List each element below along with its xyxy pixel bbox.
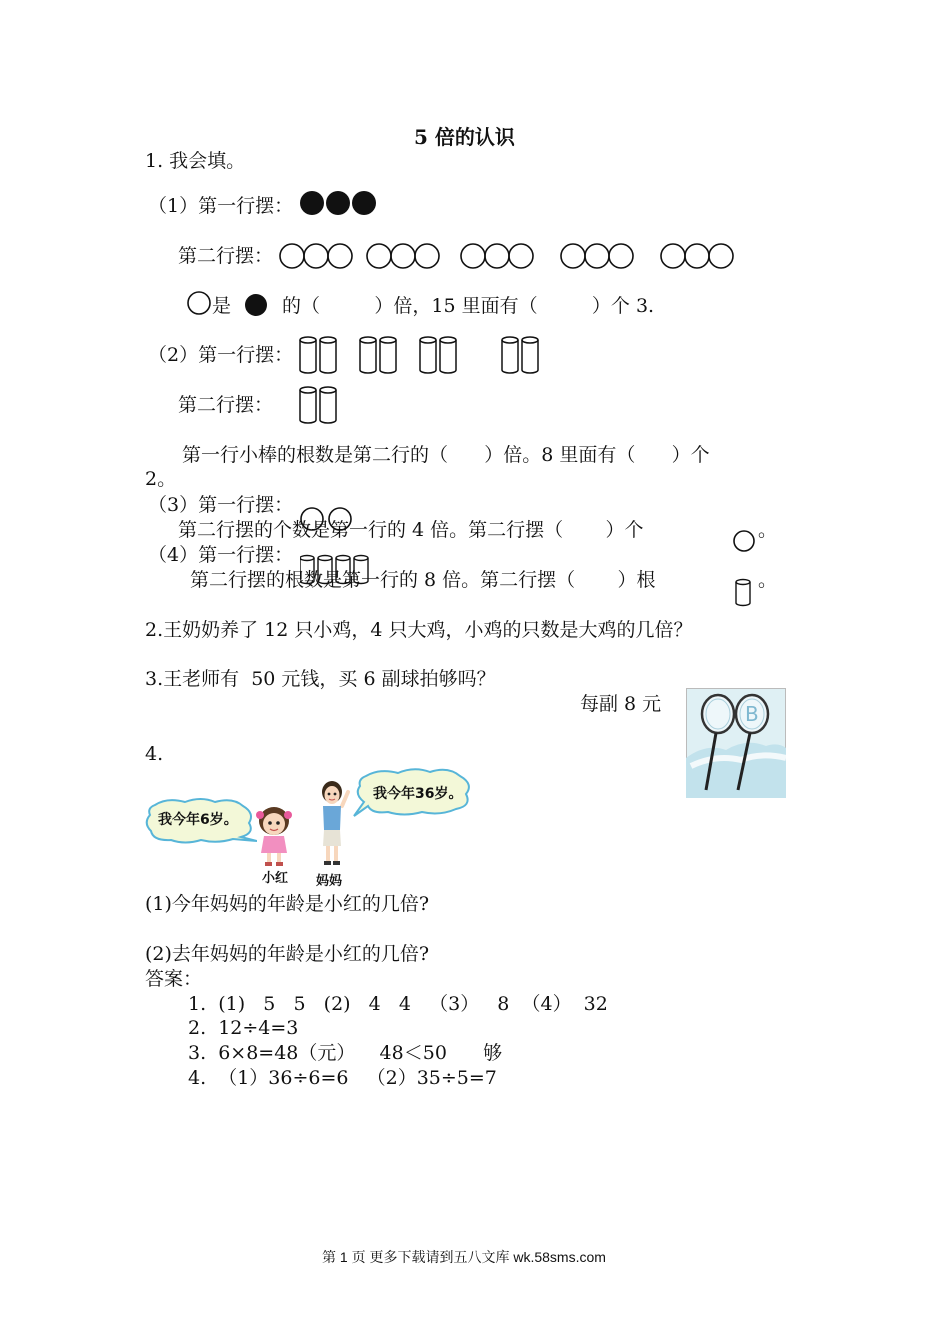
answer-4: 4. （1）36÷6=6 （2）35÷5=7 — [188, 1067, 497, 1089]
answer-1: 1. (1) 5 5 (2) 4 4 （3） 8 （4） 32 — [188, 993, 608, 1015]
q3-text: 3.王老师有 50 元钱，买 6 副球拍够吗？ — [145, 668, 496, 690]
mom-illustration — [316, 778, 352, 868]
q1-p1-fill-is: 是 — [212, 295, 232, 317]
bubble-right-text: 我今年36岁。 — [373, 786, 463, 802]
open-circle-icon — [731, 528, 757, 554]
q3-price: 每副 8 元 — [580, 693, 662, 715]
q1-p1-fill-of: 的（ ）倍，15 里面有（ ）个 3. — [282, 295, 655, 317]
q1-p2-statement-a: 第一行小棒的根数是第二行的（ ）倍。8 里面有（ ）个 — [182, 444, 710, 466]
page-title: 5 倍的认识 — [414, 125, 515, 149]
black-dots-row — [298, 189, 382, 217]
q1-p3-row1-label: （3）第一行摆： — [148, 494, 294, 516]
q1-p3-statement: 第二行摆的个数是第一行的 4 倍。第二行摆（ ）个 — [178, 519, 644, 541]
label-girl: 小红 — [262, 871, 289, 886]
q4-sub2: (2)去年妈妈的年龄是小红的几倍? — [145, 943, 430, 965]
badminton-rackets-image — [686, 688, 786, 798]
answer-3: 3. 6×8=48（元） 48＜50 够 — [188, 1042, 503, 1064]
q4-sub1: (1)今年妈妈的年龄是小红的几倍? — [145, 893, 430, 915]
q1-p1-row2-label: 第二行摆： — [178, 245, 274, 267]
q1-p4-end: 。 — [758, 569, 778, 591]
q1-heading: 1. 我会填。 — [145, 150, 246, 172]
q1-p2-row2-label: 第二行摆： — [178, 394, 274, 416]
racket-letter: B — [745, 702, 759, 726]
q1-p2-row1-label: （2）第一行摆： — [148, 344, 294, 366]
q1-p4-row1-label: （4）第一行摆： — [148, 544, 294, 566]
bubble-left-text: 我今年6岁。 — [158, 812, 238, 828]
q1-p1-row1-label: （1）第一行摆： — [148, 195, 294, 217]
page-footer: 第 1 页 更多下载请到五八文库 wk.58sms.com — [322, 1249, 606, 1265]
open-circles-row — [278, 241, 748, 271]
girl-illustration — [254, 803, 294, 867]
q1-p4-statement: 第二行摆的根数是第一行的 8 倍。第二行摆（ ）根 — [190, 569, 656, 591]
answers-heading: 答案： — [145, 968, 203, 990]
label-mom: 妈妈 — [316, 874, 343, 889]
sticks-row-1 — [298, 335, 543, 375]
q1-p3-end: 。 — [758, 519, 778, 541]
stick-icon — [734, 578, 752, 608]
q2-text: 2.王奶奶养了 12 只小鸡，4 只大鸡，小鸡的只数是大鸡的几倍？ — [145, 619, 693, 641]
sticks-row-2 — [298, 385, 343, 425]
answer-2: 2. 12÷4=3 — [188, 1017, 299, 1039]
q4-number: 4. — [145, 743, 164, 765]
q1-p2-statement-b: 2。 — [145, 468, 177, 490]
black-dot-icon — [244, 293, 268, 317]
open-circle-icon — [186, 290, 212, 316]
